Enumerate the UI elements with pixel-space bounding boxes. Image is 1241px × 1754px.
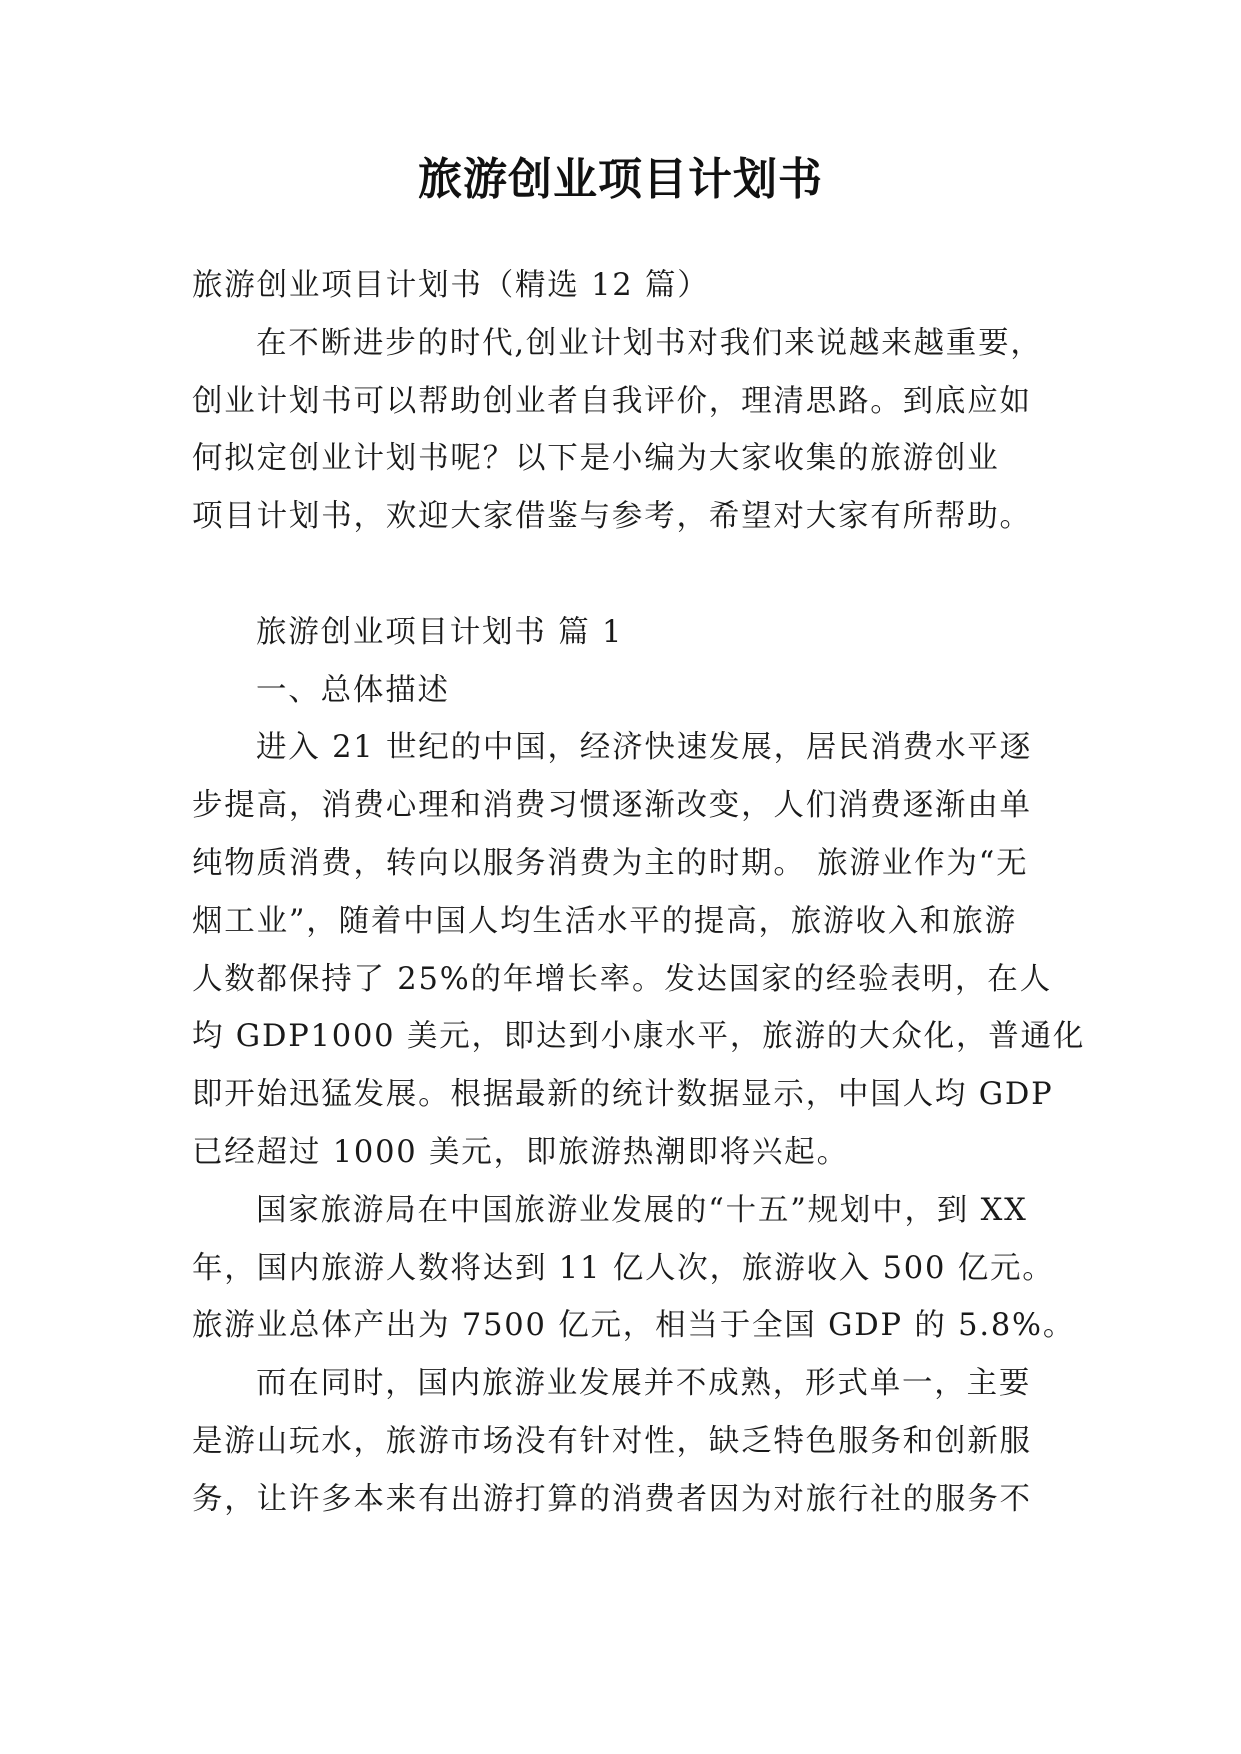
document-title: 旅游创业项目计划书	[418, 154, 823, 205]
paragraph-line: 项目计划书，欢迎大家借鉴与参考，希望对大家有所帮助。	[192, 499, 1032, 535]
blank-line	[192, 546, 1060, 604]
paragraph-line: 年，国内旅游人数将达到 11 亿人次，旅游收入 500 亿元。	[192, 1250, 1055, 1286]
paragraph-line: 是游山玩水，旅游市场没有针对性，缺乏特色服务和创新服	[192, 1423, 1032, 1459]
document-subtitle: 旅游创业项目计划书（精选 12 篇）	[192, 268, 710, 303]
paragraph-line: 已经超过 1000 美元，即旅游热潮即将兴起。	[192, 1134, 849, 1170]
paragraph-line: 均 GDP1000 美元，即达到小康水平，旅游的大众化，普通化	[192, 1019, 1086, 1055]
document-body	[192, 257, 1086, 1529]
paragraph-line: 创业计划书可以帮助创业者自我评价，理清思路。到底应如	[192, 383, 1032, 419]
paragraph-line: 国家旅游局在中国旅游业发展的“十五”规划中，到 XX	[256, 1192, 1028, 1228]
paragraph-line: 务，让许多本来有出游打算的消费者因为对旅行社的服务不	[192, 1481, 1032, 1517]
paragraph-line: 纯物质消费，转向以服务消费为主的时期。 旅游业作为“无	[192, 845, 1029, 881]
paragraph-line: 旅游创业项目计划书 篇 1	[256, 614, 624, 650]
paragraph-line: 旅游业总体产出为 7500 亿元，相当于全国 GDP 的 5.8%。	[192, 1308, 1076, 1344]
paragraph-line: 进入 21 世纪的中国，经济快速发展，居民消费水平逐	[256, 730, 1032, 766]
paragraph-line: 人数都保持了 25%的年增长率。发达国家的经验表明，在人	[192, 961, 1052, 997]
paragraph-line: 步提高，消费心理和消费习惯逐渐改变，人们消费逐渐由单	[192, 788, 1032, 824]
paragraph-line: 何拟定创业计划书呢？以下是小编为大家收集的旅游创业	[192, 441, 1000, 477]
paragraph-line: 而在同时，国内旅游业发展并不成熟，形式单一，主要	[256, 1366, 1032, 1402]
paragraph-line: 烟工业”，随着中国人均生活水平的提高，旅游收入和旅游	[192, 903, 1017, 939]
paragraph-line: 一、总体描述	[256, 672, 450, 708]
paragraph-line: 在不断进步的时代,创业计划书对我们来说越来越重要，	[256, 325, 1043, 361]
paragraph-line: 即开始迅猛发展。根据最新的统计数据显示，中国人均 GDP	[192, 1077, 1054, 1113]
